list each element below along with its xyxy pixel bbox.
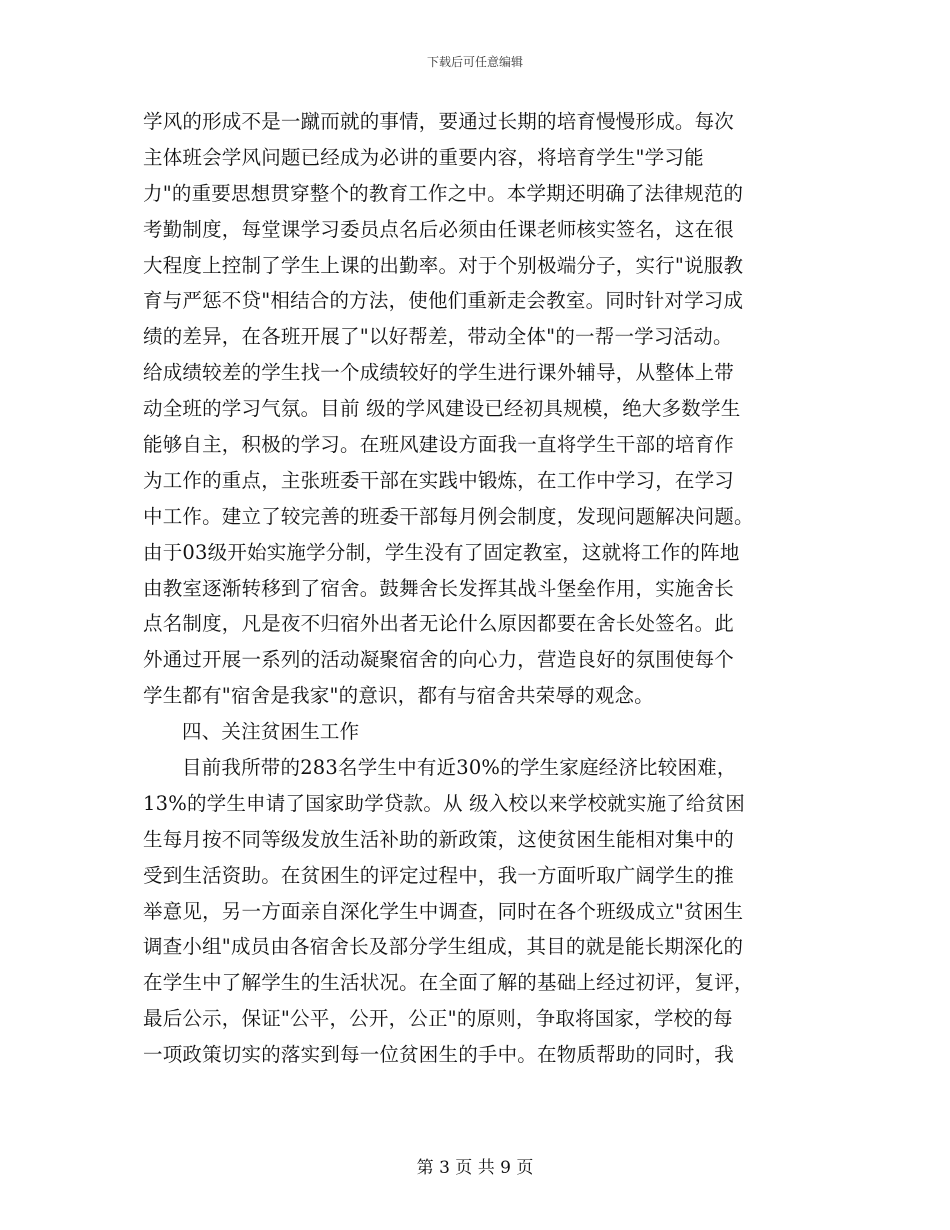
text-line: 动全班的学习气氛。目前 级的学风建设已经初具规模，绝大多数学生: [143, 397, 741, 421]
text-line: 受到生活资助。在贫困生的评定过程中，我一方面听取广阔学生的推: [143, 863, 735, 887]
text-line: 生每月按不同等级发放生活补助的新政策，这使贫困生能相对集中的: [143, 827, 735, 851]
text-line: 外通过开展一系列的活动凝聚宿舍的向心力，营造良好的氛围使每个: [143, 648, 735, 672]
text-line: 学生都有"宿舍是我家"的意识，都有与宿舍共荣辱的观念。: [143, 684, 654, 708]
text-line: 由于03级开始实施学分制，学生没有了固定教室，这就将工作的阵地: [143, 540, 740, 564]
text-line: 学风的形成不是一蹴而就的事情，要通过长期的培育慢慢形成。每次: [143, 110, 735, 133]
text-line: 育与严惩不贷"相结合的方法，使他们重新走会教室。同时针对学习成: [143, 289, 744, 313]
page-header: 下载后可任意编辑: [426, 55, 523, 69]
text-line: 目前我所带的283名学生中有近30%的学生家庭经济比较困难，: [182, 756, 737, 780]
text-line: 大程度上控制了学生上课的出勤率。对于个别极端分子，实行"说服教: [143, 253, 744, 277]
document-body: [143, 104, 823, 1073]
text-line: 给成绩较差的学生找一个成绩较好的学生进行课外辅导，从整体上带: [143, 361, 735, 385]
text-line: 13%的学生申请了国家助学贷款。从 级入校以来学校就实施了给贫困: [143, 791, 745, 815]
text-line: 点名制度，凡是夜不归宿外出者无论什么原因都要在舍长处签名。此: [143, 612, 735, 636]
text-line: 由教室逐渐转移到了宿舍。鼓舞舍长发挥其战斗堡垒作用，实施舍长: [143, 576, 735, 600]
text-line: 主体班会学风问题已经成为必讲的重要内容，将培育学生"学习能: [143, 145, 704, 169]
text-line: 调查小组"成员由各宿舍长及部分学生组成，其目的就是能长期深化的: [143, 935, 744, 959]
text-line: 考勤制度，每堂课学习委员点名后必须由任课老师核实签名，这在很: [143, 217, 735, 241]
text-line: 力"的重要思想贯穿整个的教育工作之中。本学期还明确了法律规范的: [143, 181, 744, 205]
text-line: 在学生中了解学生的生活状况。在全面了解的基础上经过初评，复评，: [143, 971, 754, 995]
text-line: 最后公示，保证"公平，公开，公正"的原则，争取将国家，学校的每: [143, 1007, 733, 1031]
section-heading: 四、关注贫困生工作: [182, 720, 360, 744]
text-line: 举意见，另一方面亲自深化学生中调查，同时在各个班级成立"贫困生: [143, 899, 744, 923]
text-line: 能够自主，积极的学习。在班风建设方面我一直将学生干部的培育作: [143, 433, 735, 457]
text-line: 一项政策切实的落实到每一位贫困生的手中。在物质帮助的同时，我: [143, 1043, 735, 1067]
page-footer: 第 3 页 共 9 页: [416, 1158, 534, 1178]
text-line: 中工作。建立了较完善的班委干部每月例会制度，发现问题解决问题。: [143, 504, 754, 528]
text-line: 绩的差异，在各班开展了"以好帮差，带动全体"的一帮一学习活动。: [143, 325, 733, 349]
text-line: 为工作的重点，主张班委干部在实践中锻炼，在工作中学习，在学习: [143, 468, 735, 492]
